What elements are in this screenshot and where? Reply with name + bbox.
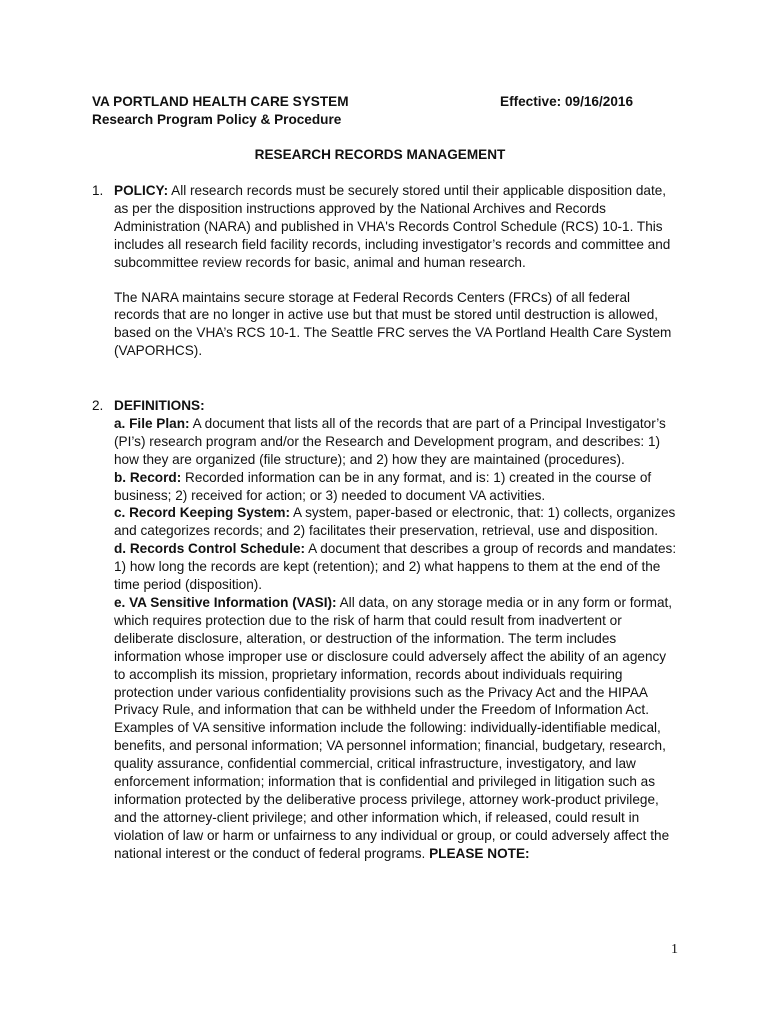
page-number: 1 xyxy=(671,942,678,957)
definition-term: c. Record Keeping System: xyxy=(114,505,291,521)
definition-term: a. File Plan: xyxy=(114,415,190,431)
definitions-label: DEFINITIONS: xyxy=(114,398,205,413)
definitions-section xyxy=(92,397,692,863)
document-header xyxy=(92,93,692,129)
program-name: Research Program Policy & Procedure xyxy=(92,112,342,127)
definition-term: d. Records Control Schedule: xyxy=(114,541,306,557)
policy-label: POLICY: xyxy=(114,183,169,198)
organization-name: VA PORTLAND HEALTH CARE SYSTEM xyxy=(92,94,349,109)
definition-text: All data, on any storage media or in any form or format, which requires protection due to the risk of harm that could result from inadvertent or deliberate disclosure, alteration, or destruction of the information. The term includes information whose improper use or disclosure could adversely affect the ability of an agency to accomplish its mission, proprietary information, records about individuals requiring protection under various confidentiality provisions such as the Privacy Act and the HIPAA Privacy Rule, and information that can be withheld under the Freedom of Information Act. Examples of VA sensitive information include the following: individually-identifiable medical, benefits, and personal information; VA personnel information; financial, budgetary, research, quality assurance, confidential commercial, critical infrastructure, investigatory, and law enforcement information; information that is confidential and privileged in litigation such as information protected by the deliberative process privilege, attorney work-product privilege, and the attorney-client privilege; and other information which, if released, could result in violation of law or harm or unfairness to any individual or group, or could adversely affect the national interest or the conduct of federal programs. xyxy=(114,594,673,861)
definition-text: Recorded information can be in any format, and is: 1) created in the course of business; 2) received for action; or 3) needed to document VA activities. xyxy=(114,469,652,503)
policy-section xyxy=(92,182,692,360)
policy-text: All research records must be securely stored until their applicable disposition date, as per the disposition instructions approved by the National Archives and Records Administration (NARA) and published in VHA's Records Control Schedule (RCS) 10-1. This includes all research field facility records, including investigator’s records and committee and subcommittee review records for basic, animal and human research. xyxy=(114,183,671,270)
effective-date: Effective: 09/16/2016 xyxy=(500,94,634,109)
definition-item xyxy=(114,415,679,469)
definition-item xyxy=(114,594,679,863)
definition-text: A document that describes a group of records and mandates: 1) how long the records are kept (retention); and 2) what happens to them at the end of the time period (disposition). xyxy=(114,541,677,593)
please-note-label: PLEASE NOTE: xyxy=(425,845,530,861)
definition-text: A document that lists all of the records that are part of a Principal Investigator’s (PI’s) research program and/or the Research and Development program, and describes: 1) how they are organized (file structure); and 2) how they are maintained (procedures). xyxy=(114,415,666,467)
definition-item xyxy=(114,540,679,594)
definition-term: b. Record: xyxy=(114,469,182,485)
definition-item xyxy=(114,469,679,505)
definition-item xyxy=(114,504,679,540)
policy-section-number: 1. xyxy=(92,183,104,198)
definition-text: A system, paper-based or electronic, that: 1) collects, organizes and categorizes records; and 2) facilitates their preservation, retrieval, use and disposition. xyxy=(114,505,676,539)
definitions-section-number: 2. xyxy=(92,398,104,413)
definition-term: e. VA Sensitive Information (VASI): xyxy=(114,594,337,610)
policy-paragraph xyxy=(114,182,679,272)
document-title xyxy=(0,146,770,164)
policy-paragraph-2: The NARA maintains secure storage at Federal Records Centers (FRCs) of all federal records that are no longer in active use but that must be stored until destruction is allowed, based on the VHA’s RCS 10-1. The Seattle FRC serves the VA Portland Health Care System (VAPORHCS). xyxy=(114,289,672,359)
document-title-text: RESEARCH RECORDS MANAGEMENT xyxy=(254,147,506,162)
